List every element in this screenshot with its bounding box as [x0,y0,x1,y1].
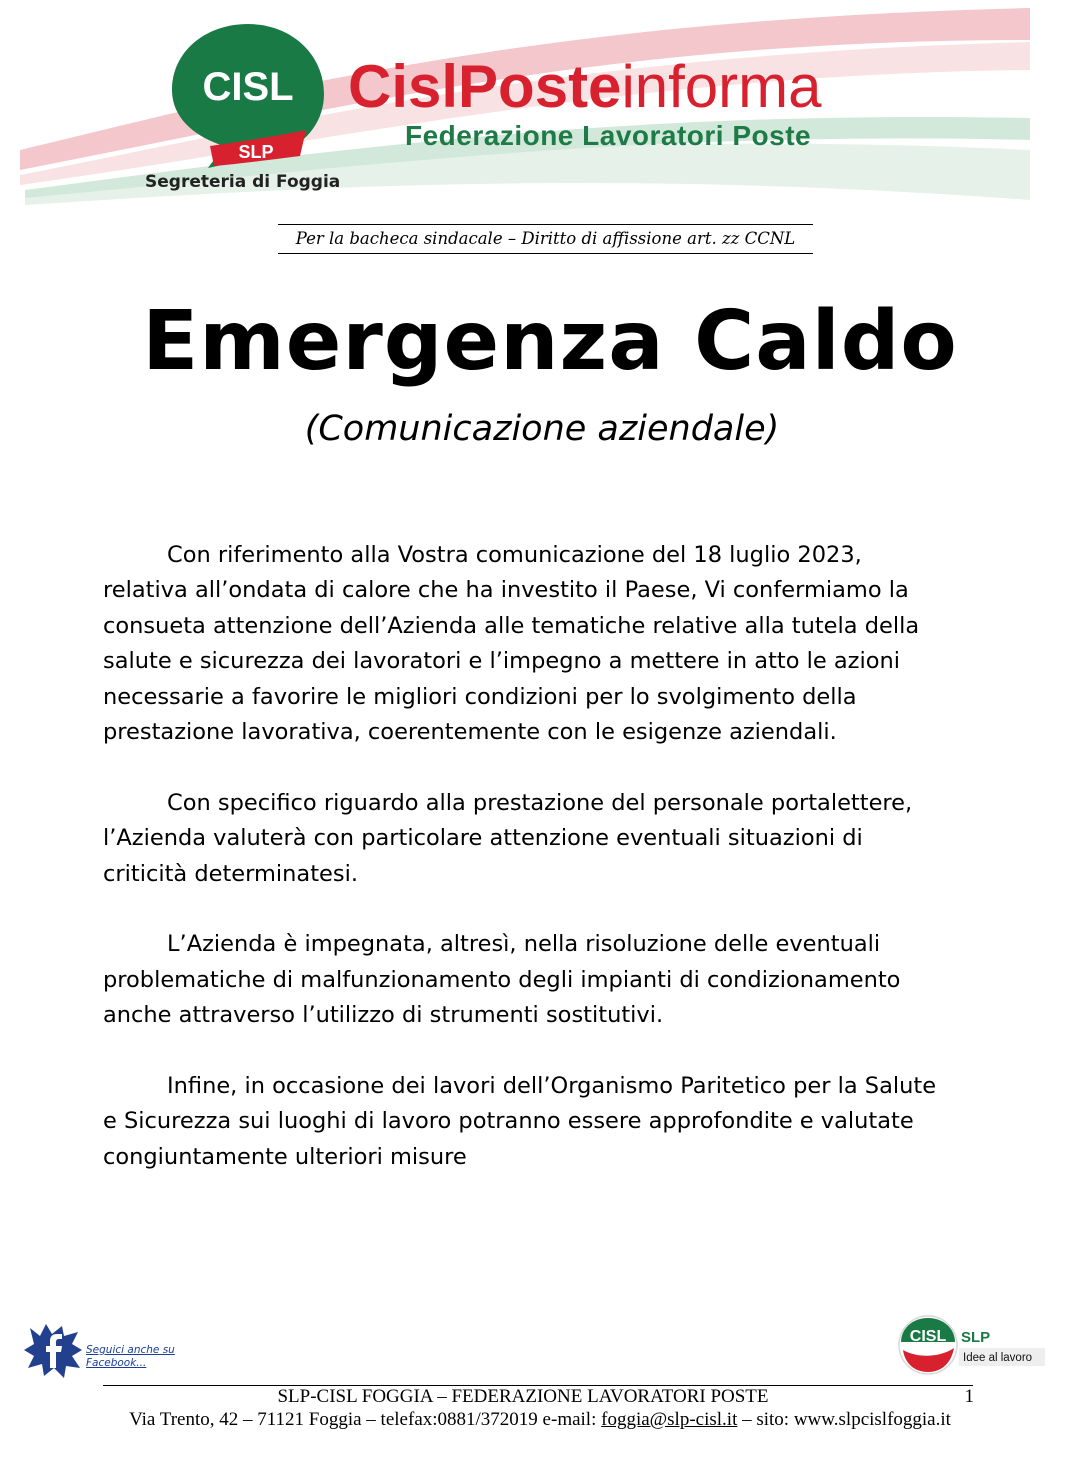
affissione-notice: Per la bacheca sindacale – Diritto di affissione art. zz CCNL [278,224,813,254]
footer-address: Via Trento, 42 – 71121 Foggia – telefax:0881/372019 e-mail: [129,1409,602,1430]
brand-subtitle: Federazione Lavoratori Poste [405,120,812,151]
paragraph: Con specifico riguardo alla prestazione del personale portalettere, l’Azienda valuterà con particolare attenzione eventuali situazioni di criticità determinatesi. [103,789,913,887]
slp-logo-slp-text: SLP [961,1329,991,1346]
slp-logo-text: SLP [238,142,274,162]
brand-title [348,52,822,122]
facebook-label-line1: Seguici anche su [86,1344,175,1356]
facebook-label[interactable] [86,1344,216,1370]
page-number: 1 [964,1386,974,1407]
letterhead [0,0,1080,215]
brand-title-bold: CislPoste [348,53,622,120]
brand-title-light: informa [621,53,822,120]
page-title: Emergenza Caldo [142,294,958,389]
cisl-logo [168,18,328,178]
facebook-icon [22,1322,84,1378]
cisl-logo-text: CISL [202,65,294,109]
paragraph: Infine, in occasione dei lavori dell’Organismo Paritetico per la Salute e Sicurezza sui luoghi di lavoro potranno essere approfondite e valutate congiuntamente ulteriori misure [103,1073,937,1170]
document-body [103,538,983,1211]
paragraph: L’Azienda è impegnata, altresì, nella risoluzione delle eventuali problematiche di malfunzionamento degli impianti di condizionamento anche attraverso l’utilizzo di strumenti sostitutivi. [103,931,901,1029]
footer-contacts [100,1409,980,1431]
slp-cisl-logo [897,1314,1047,1376]
paragraph: Con riferimento alla Vostra comunicazione del 18 luglio 2023, relativa all’ondata di calore che ha investito il Paese, Vi confermiamo la consueta attenzione dell’Azienda alle tematiche relative alla tutela della salute e sicurezza dei lavoratori e l’impegno a mettere in atto le azioni necessarie a favorire le migliori condizioni per lo svolgimento della prestazione lavorativa, coerentemente con le esigenze aziendali. [103,542,920,746]
footer-organization: SLP-CISL FOGGIA – FEDERAZIONE LAVORATORI POSTE [277,1386,769,1407]
email-link[interactable]: foggia@slp-cisl.it [601,1409,738,1430]
segreteria-label: Segreteria di Foggia [145,172,341,192]
slp-logo-cisl-text: CISL [909,1328,947,1345]
slp-logo-tagline: Idee al lavoro [963,1352,1033,1364]
page-subtitle: (Comunicazione aziendale) [304,409,780,449]
facebook-label-line2: Facebook... [86,1357,147,1369]
facebook-link[interactable] [22,1322,202,1382]
footer-website: – sito: www.slpcislfoggia.it [737,1409,951,1430]
